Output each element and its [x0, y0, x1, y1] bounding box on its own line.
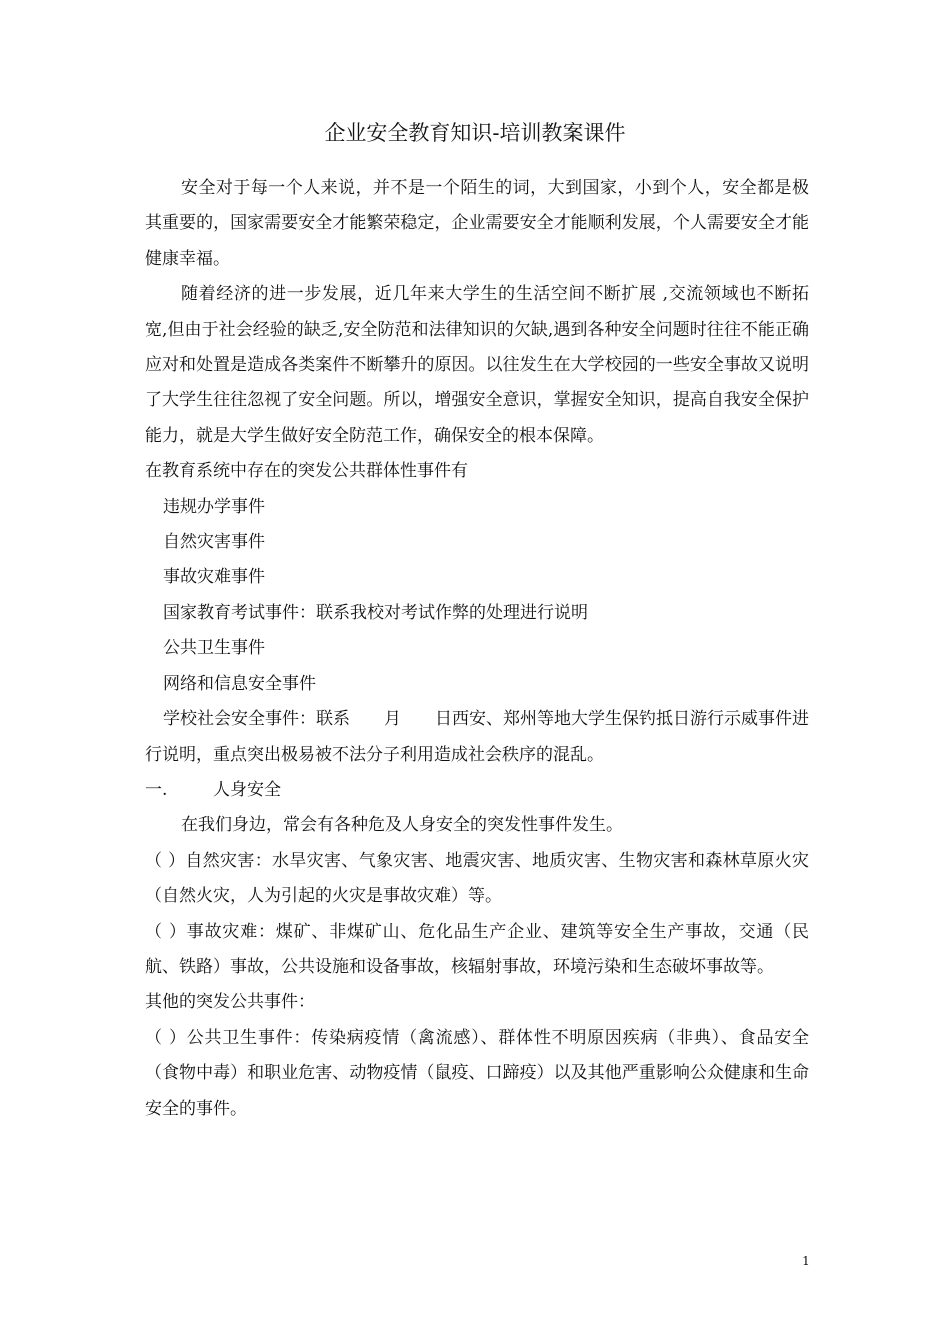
document-title: 企业安全教育知识-培训教案课件 — [324, 121, 626, 145]
page-number: 1 — [802, 1254, 810, 1268]
section-number: 一. — [145, 779, 168, 800]
document-body — [145, 171, 809, 1127]
list-item: 网络和信息安全事件 — [163, 673, 316, 694]
section-heading — [145, 773, 809, 808]
paragraph-event-list-heading: 在教育系统中存在的突发公共群体性事件有 — [145, 461, 468, 482]
item-accident-disaster: （ ）事故灾难：煤矿、非煤矿山、危化品生产企业、建筑等安全生产事故，交通（民航、铁路）事故，公共设施和设备事故，核辐射事故，环境污染和生态破坏事故等。 — [145, 921, 809, 977]
list-item: 学校社会安全事件：联系 月 日西安、郑州等地大学生保钓抵日游行示威事件进行说明，重点突出极易被不法分子利用造成社会秩序的混乱。 — [145, 709, 809, 765]
paragraph-safety-importance: 安全对于每一个人来说，并不是一个陌生的词，大到国家，小到个人，安全都是极其重要的，国家需要安全才能繁荣稳定，企业需要安全才能顺利发展，个人需要安全才能健康幸福。 — [145, 178, 809, 269]
section-intro: 在我们身边，常会有各种危及人身安全的突发性事件发生。 — [181, 815, 623, 836]
list-item: 国家教育考试事件：联系我校对考试作弊的处理进行说明 — [163, 602, 588, 623]
item-natural-disaster: （ ）自然灾害：水旱灾害、气象灾害、地震灾害、地质灾害、生物灾害和森林草原火灾（自然火灾，人为引起的火灾是事故灾难）等。 — [145, 850, 809, 907]
list-item: 违规办学事件 — [163, 496, 265, 517]
list-item: 公共卫生事件 — [163, 638, 265, 659]
paragraph-student-safety: 随着经济的进一步发展，近几年来大学生的生活空间不断扩展 ,交流领域也不断拓宽,但由于社会经验的缺乏,安全防范和法律知识的欠缺,遇到各种安全问题时往往不能正确应对和处置是造成各类案件不断攀升的原因。以往发生在大学校园的一些安全事故又说明了大学生往往忽视了安全问题。所以，增强安全意识，掌握安全知识，提高自我安全保护能力，就是大学生做好安全防范工作，确保安全的根本保障。 — [145, 284, 809, 446]
other-events-heading: 其他的突发公共事件： — [145, 992, 315, 1013]
list-item: 事故灾难事件 — [163, 567, 265, 588]
list-item: 自然灾害事件 — [163, 532, 265, 553]
section-title: 人身安全 — [213, 779, 281, 800]
item-public-health: （ ）公共卫生事件：传染病疫情（禽流感）、群体性不明原因疾病（非典）、食品安全（食物中毒）和职业危害、动物疫情（鼠疫、口蹄疫）以及其他严重影响公众健康和生命安全的事件。 — [145, 1027, 809, 1119]
